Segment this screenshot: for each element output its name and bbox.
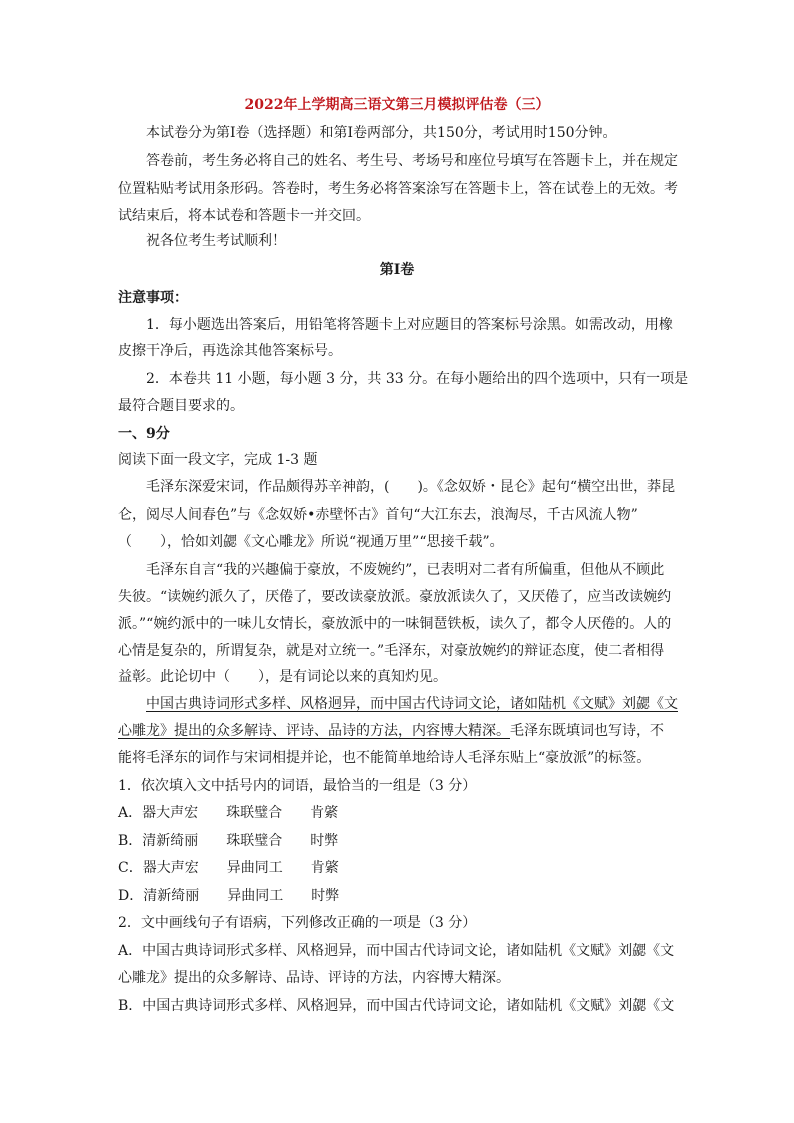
question-1-option-b: B．清新绮丽 珠联璧合 时弊 xyxy=(118,833,339,849)
intro-paragraph-3: 祝各位考生考试顺利！ xyxy=(146,233,286,249)
question-1-option-d: D．清新绮丽 异曲同工 时弊 xyxy=(118,888,340,904)
intro-paragraph-1: 本试卷分为第Ⅰ卷（选择题）和第Ⅰ卷两部分，共150分，考试用时150分钟。 xyxy=(146,125,617,141)
underlined-sentence: 中国古典诗词形式多样、风格迥异，而中国古代诗词文论，诸如陆机《文赋》刘勰《文 xyxy=(146,696,678,712)
intro-paragraph-2-cont: 试结束后，将本试卷和答题卡一并交回。 xyxy=(118,208,370,224)
passage-paragraph-2-cont: 益彰。此论切中（ ），是有词论以来的真知灼见。 xyxy=(118,669,447,685)
passage-paragraph-2: 毛泽东自言“我的兴趣偏于豪放，不废婉约”，已表明对二者有所偏重，但他从不顾此 xyxy=(146,562,665,578)
question-1-option-c: C．器大声宏 异曲同工 肯綮 xyxy=(118,860,339,876)
passage-sentence: 毛泽东既填词也写诗，不 xyxy=(510,723,664,739)
passage-paragraph-2-cont: 失彼。“读婉约派久了，厌倦了，要改读豪放派。豪放派读久了，又厌倦了，应当改读婉约 xyxy=(118,589,672,605)
underlined-sentence-end: 心雕龙》提出的众多解诗、评诗、品诗的方法，内容博大精深。 xyxy=(118,723,510,739)
question-2-option-a: A．中国古典诗词形式多样、风格迥异，而中国古代诗词文论，诸如陆机《文赋》刘勰《文 xyxy=(118,943,675,959)
passage-paragraph-1: 毛泽东深爱宋词，作品颇得苏辛神韵，( )。《念奴娇・昆仑》起句“横空出世，莽昆 xyxy=(146,479,676,495)
section-title: 第Ⅰ卷 xyxy=(379,262,415,278)
reading-instruction: 阅读下面一段文字，完成 1-3 题 xyxy=(118,452,318,468)
note-1: 1．每小题选出答案后，用铅笔将答题卡上对应题目的答案标号涂黑。如需改动，用橡 xyxy=(146,317,673,333)
intro-paragraph-2: 答卷前，考生务必将自己的姓名、考生号、考场号和座位号填写在答题卡上，并在规定 xyxy=(146,153,678,169)
intro-paragraph-2-cont: 位置粘贴考试用条形码。答卷时，考生务必将答案涂写在答题卡上，答在试卷上的无效。考 xyxy=(118,181,678,197)
part-heading: 一、9分 xyxy=(118,426,170,442)
passage-paragraph-2-cont: 心情是复杂的，所谓复杂，就是对立统一。”毛泽东，对豪放婉约的辩证态度，使二者相得 xyxy=(118,643,665,659)
question-1-stem: 1．依次填入文中括号内的词语，最恰当的一组是（3 分） xyxy=(118,778,477,794)
notes-heading: 注意事项： xyxy=(118,290,188,306)
question-2-option-a-cont: 心雕龙》提出的众多解诗、品诗、评诗的方法，内容博大精深。 xyxy=(118,970,510,986)
question-2-option-b: B．中国古典诗词形式多样、风格迥异，而中国古代诗词文论，诸如陆机《文赋》刘勰《文 xyxy=(118,998,675,1014)
exam-title: 2022年上学期高三语文第三月模拟评估卷（三） xyxy=(244,97,550,113)
passage-paragraph-3-cont: 能将毛泽东的词作与宋词相提并论，也不能简单地给诗人毛泽东贴上“豪放派”的标签。 xyxy=(118,750,651,766)
note-2-cont: 最符合题目要求的。 xyxy=(118,398,244,414)
passage-paragraph-1-cont: （ ），恰如刘勰《文心雕龙》所说“视通万里”“思接千载”。 xyxy=(118,534,504,550)
question-2-stem: 2．文中画线句子有语病，下列修改正确的一项是（3 分） xyxy=(118,915,477,931)
passage-paragraph-1-cont: 仑，阅尽人间春色”与《念奴娇•赤壁怀古》首句“大江东去，浪淘尽，千古风流人物” xyxy=(118,507,638,523)
passage-paragraph-3-cont xyxy=(118,721,676,741)
question-1-option-a: A．器大声宏 珠联璧合 肯綮 xyxy=(118,805,339,821)
note-2: 2．本卷共 11 小题，每小题 3 分，共 33 分。在每小题给出的四个选项中，只有一项是 xyxy=(146,371,689,387)
note-1-cont: 皮擦干净后，再选涂其他答案标号。 xyxy=(118,343,342,359)
passage-paragraph-2-cont: 派。”“婉约派中的一味儿女情长，豪放派中的一味铜琶铁板，读久了，都令人厌倦的。人的 xyxy=(118,616,672,632)
